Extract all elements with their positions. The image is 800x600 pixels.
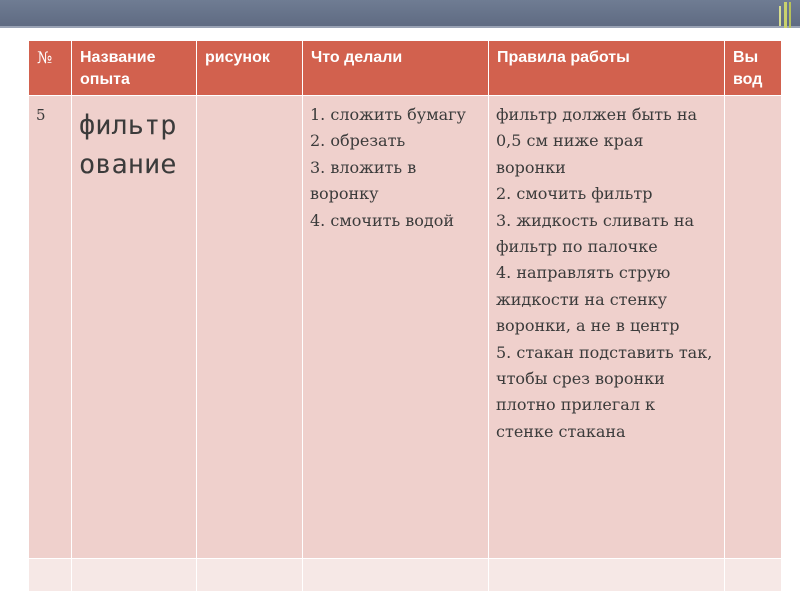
empty-cell <box>725 559 782 592</box>
experiment-table <box>28 40 782 592</box>
table-row <box>29 96 782 559</box>
cell-conclusion <box>725 96 782 559</box>
rule-item: 4. направлять струю жидкости на стенку воронки, а не в центр <box>496 263 680 336</box>
rule-item: фильтр должен быть на 0,5 см ниже края воронки <box>496 105 698 177</box>
cell-what-done <box>303 96 489 559</box>
header-what-done: Что делали <box>303 41 489 96</box>
empty-cell <box>303 559 489 592</box>
empty-cell <box>197 559 303 592</box>
rule-item: 2. смочить фильтр <box>496 184 653 204</box>
slide-header-line <box>0 26 800 28</box>
step-item: 3. вложить в воронку <box>310 157 417 204</box>
header-rules: Правила работы <box>489 41 725 96</box>
rule-item: 3. жидкость сливать на фильтр по палочке <box>496 210 695 257</box>
experiment-name-text: фильтрование <box>79 110 177 180</box>
empty-cell <box>72 559 197 592</box>
header-number: № <box>29 41 72 96</box>
slide-header-bar <box>0 0 800 26</box>
header-conclusion: Вы вод <box>725 41 782 96</box>
corner-decoration-icon <box>772 2 794 28</box>
step-item: 1. сложить бумагу <box>310 105 466 124</box>
rule-item: 5. стакан подставить так, чтобы срез воронки плотно прилегал к стенке стакана <box>496 342 713 441</box>
cell-rules <box>489 96 725 559</box>
empty-cell <box>29 559 72 592</box>
step-item: 4. смочить водой <box>310 210 455 230</box>
table-header-row <box>29 41 782 96</box>
header-experiment-name: Название опыта <box>72 41 197 96</box>
table-row-empty <box>29 559 782 592</box>
cell-number: 5 <box>29 96 72 559</box>
empty-cell <box>489 559 725 592</box>
header-picture: рисунок <box>197 41 303 96</box>
cell-experiment-name <box>72 96 197 559</box>
step-item: 2. обрезать <box>310 131 406 151</box>
cell-picture <box>197 96 303 559</box>
